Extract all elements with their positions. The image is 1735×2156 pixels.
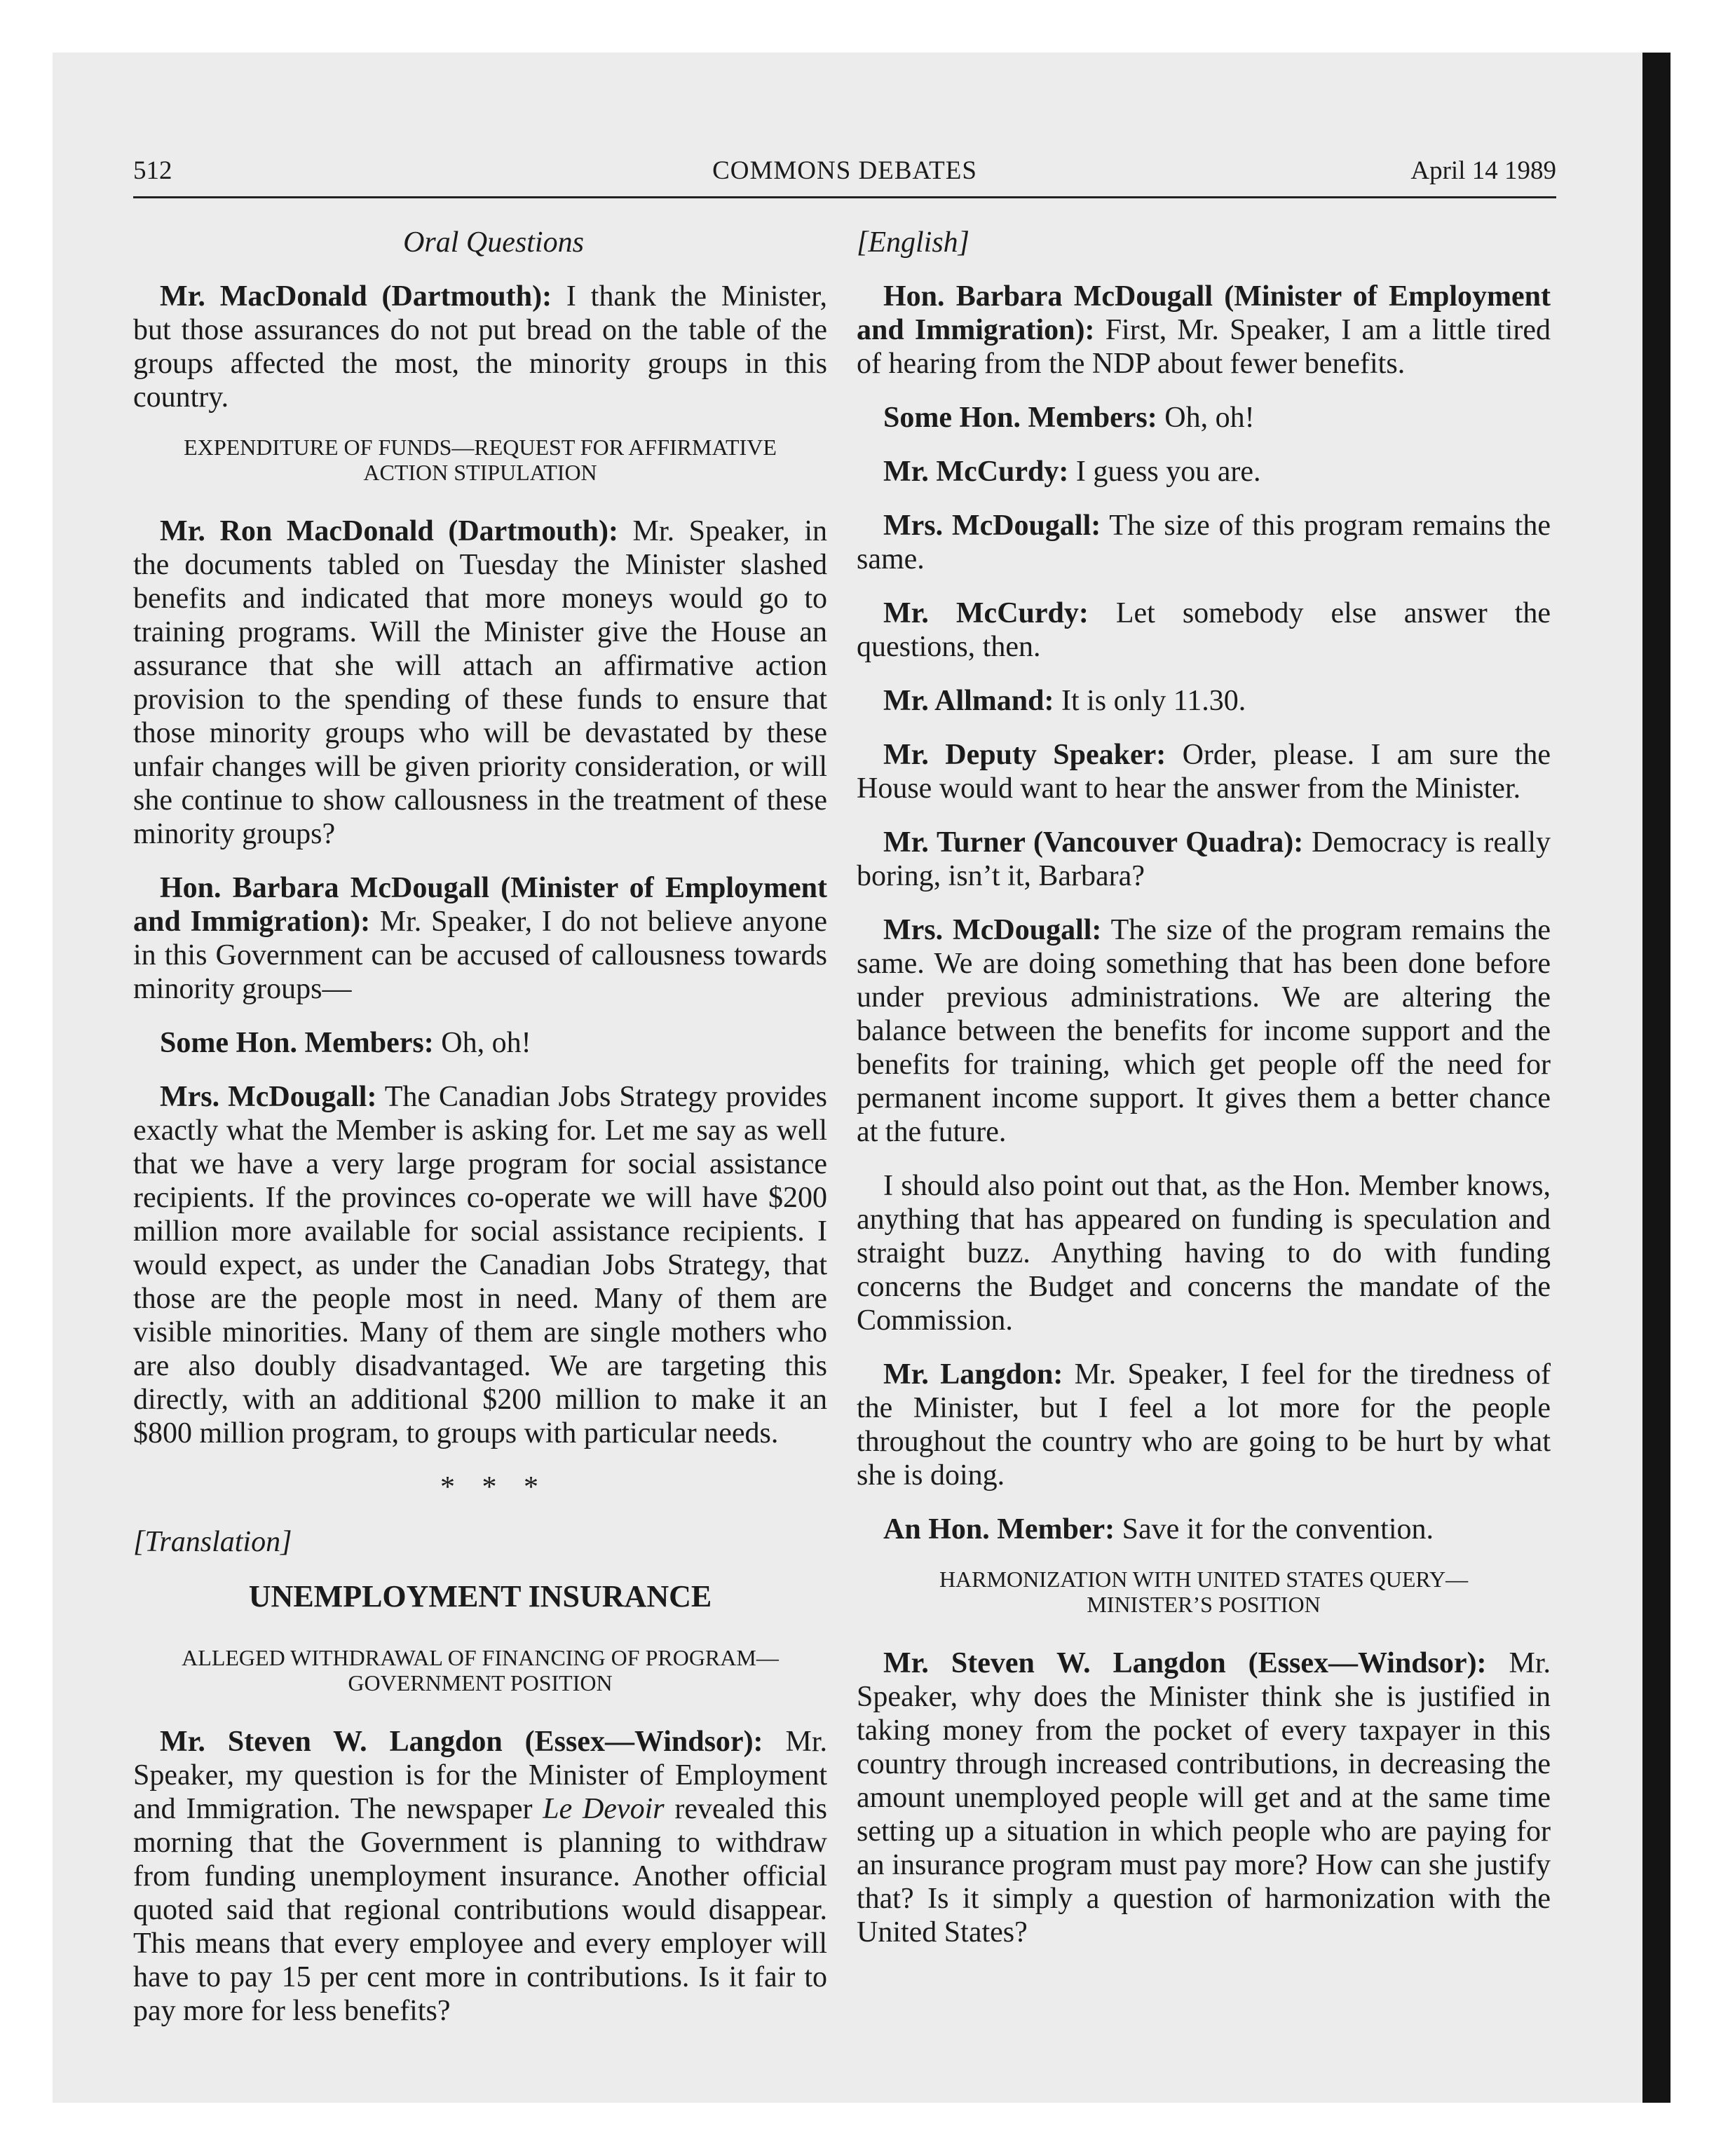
speech-text: I guess you are.	[1068, 456, 1261, 488]
speech-paragraph	[857, 826, 1551, 893]
publication-title: COMMONS DEBATES	[712, 156, 977, 185]
speaker-name: Mr. Langdon:	[883, 1358, 1063, 1391]
speech-text: Mr. Speaker, I feel for the tiredness of the Minister, but I feel a lot more for the people throughout the country who are going to be hurt by what she is doing.	[857, 1358, 1551, 1492]
speaker-name: Hon. Barbara McDougall (Minister of Employment and Immigration):	[133, 872, 827, 938]
speech-paragraph	[133, 871, 827, 1006]
speech-paragraph	[133, 280, 827, 414]
speaker-name: Hon. Barbara McDougall (Minister of Employment and Immigration):	[857, 280, 1551, 346]
speech-paragraph	[857, 1358, 1551, 1492]
speaker-name: Mr. Steven W. Langdon (Essex—Windsor):	[883, 1647, 1487, 1679]
speaker-name: Some Hon. Members:	[883, 402, 1157, 434]
speech-text: The Canadian Jobs Strategy provides exactly what the Member is asking for. Let me say as well that we have a very large program for social assistance recipients. If the provinces co-operate we will have $200 million more available for social assistance recipients. I would expect, as under the Canadian Jobs Strategy, that those are the people most in need. Many of them are visible minorities. Many of them are single mothers who are also doubly disadvantaged. We are targeting this directly, with an additional $200 million to make it an $800 million program, to groups with particular needs.	[133, 1081, 827, 1449]
speaker-name: Mr. MacDonald (Dartmouth):	[160, 280, 552, 313]
header-rule	[133, 196, 1556, 198]
speech-text: It is only 11.30.	[1054, 685, 1246, 717]
speech-paragraph	[857, 1646, 1551, 1949]
speaker-name: Mr. McCurdy:	[883, 456, 1069, 488]
speech-text: I thank the Minister, but those assurances do not put bread on the table of the groups affected the most, the minority groups in this country.	[133, 280, 827, 414]
scan-edge-shadow	[1642, 53, 1671, 2103]
speech-paragraph	[857, 684, 1551, 718]
speaker-name: Mr. Deputy Speaker:	[883, 739, 1166, 771]
newspaper-name: Le Devoir	[543, 1793, 665, 1825]
section-separator: * * *	[440, 1471, 548, 1503]
speech-text: Mr. Speaker, my question is for the Minister of Employment and Immigration. The newspaper	[133, 1726, 827, 1825]
speaker-name: Some Hon. Members:	[160, 1027, 434, 1059]
right-column	[857, 226, 1551, 1970]
speech-text: Oh, oh!	[1157, 402, 1255, 434]
speech-paragraph	[133, 514, 827, 851]
speaker-name: Mr. Allmand:	[883, 685, 1054, 717]
publication-date: April 14 1989	[1410, 156, 1556, 185]
speaker-name: Mrs. McDougall:	[160, 1081, 377, 1113]
speaker-name: Mrs. McDougall:	[883, 914, 1102, 946]
left-column	[133, 226, 827, 2048]
speech-paragraph	[857, 1513, 1551, 1546]
speech-text: Mr. Speaker, why does the Minister think she is justified in taking money from the pocket of every taxpayer in this country through increased contributions, in decreasing the amount unemployed people will get and at the same time setting up a situation in which people who are paying for an insurance program must pay more? How can she justify that? Is it simply a question of harmonization with the United States?	[857, 1647, 1551, 1949]
speech-text: Let somebody else answer the questions, then.	[857, 597, 1551, 663]
section-label: Oral Questions	[403, 226, 584, 259]
speech-paragraph	[133, 1725, 827, 2028]
speech-paragraph	[857, 509, 1551, 576]
speech-text: Mr. Speaker, in the documents tabled on Tuesday the Minister slashed benefits and indicated that more moneys would go to training programs. Will the Minister give the House an assurance that she will attach an affirmative action provision to the spending of these funds to ensure that those minority groups who will be devastated by these unfair changes will be given priority consideration, or will she continue to show callousness in the treatment of these minority groups?	[133, 515, 827, 850]
speech-paragraph: I should also point out that, as the Hon. Member knows, anything that has appeared on funding is speculation and straight buzz. Anything having to do with funding concerns the Budget and concerns the mandate of the Commission.	[857, 1170, 1551, 1337]
speech-text: Order, please. I am sure the House would want to hear the answer from the Minister.	[857, 739, 1551, 805]
speech-paragraph	[133, 1080, 827, 1450]
subject-heading: ALLEGED WITHDRAWAL OF FINANCING OF PROGRAM—GOVERNMENT POSITION	[182, 1645, 779, 1696]
speech-text: revealed this morning that the Government is planning to withdraw from funding unemployment insurance. Another official quoted said that regional contributions would disappear. This means that every employee and every employer will have to pay 15 per cent more in contributions. Is it fair to pay more for less benefits?	[133, 1793, 827, 2027]
speaker-name: Mr. Steven W. Langdon (Essex—Windsor):	[160, 1726, 763, 1758]
subject-heading: HARMONIZATION WITH UNITED STATES QUERY—MINISTER’S POSITION	[939, 1567, 1469, 1617]
speaker-name: Mr. McCurdy:	[883, 597, 1089, 629]
speech-text: Democracy is really boring, isn’t it, Barbara?	[857, 826, 1551, 892]
main-heading: UNEMPLOYMENT INSURANCE	[248, 1579, 712, 1613]
speech-paragraph	[857, 913, 1551, 1149]
speech-paragraph	[857, 280, 1551, 381]
speech-paragraph	[857, 596, 1551, 664]
speaker-name: Mr. Turner (Vancouver Quadra):	[883, 826, 1304, 859]
speech-text: Mr. Speaker, I do not believe anyone in this Government can be accused of callousness towards minority groups—	[133, 906, 827, 1005]
speech-text: The size of the program remains the same. We are doing something that has been done before under previous administrations. We are altering the balance between the benefits for income support and the benefits for training, which get people off the need for permanent income support. It gives them a better chance at the future.	[857, 914, 1551, 1148]
speech-text: First, Mr. Speaker, I am a little tired of hearing from the NDP about fewer benefits.	[857, 314, 1551, 380]
speech-paragraph	[133, 1026, 827, 1060]
speech-paragraph	[857, 455, 1551, 489]
speech-text: Oh, oh!	[433, 1027, 531, 1059]
language-note: [Translation]	[133, 1526, 292, 1558]
speaker-name: Mrs. McDougall:	[883, 510, 1101, 542]
page-header	[133, 156, 1556, 191]
speech-paragraph	[857, 738, 1551, 805]
speech-paragraph	[857, 401, 1551, 435]
subject-heading: EXPENDITURE OF FUNDS—REQUEST FOR AFFIRMATIVE ACTION STIPULATION	[184, 435, 777, 485]
speaker-name: An Hon. Member:	[883, 1513, 1115, 1546]
speaker-name: Mr. Ron MacDonald (Dartmouth):	[160, 515, 618, 547]
page-number: 512	[133, 156, 172, 185]
language-note: [English]	[857, 226, 970, 259]
speech-text: Save it for the convention.	[1115, 1513, 1434, 1546]
speech-text: The size of this program remains the same.	[857, 510, 1551, 575]
